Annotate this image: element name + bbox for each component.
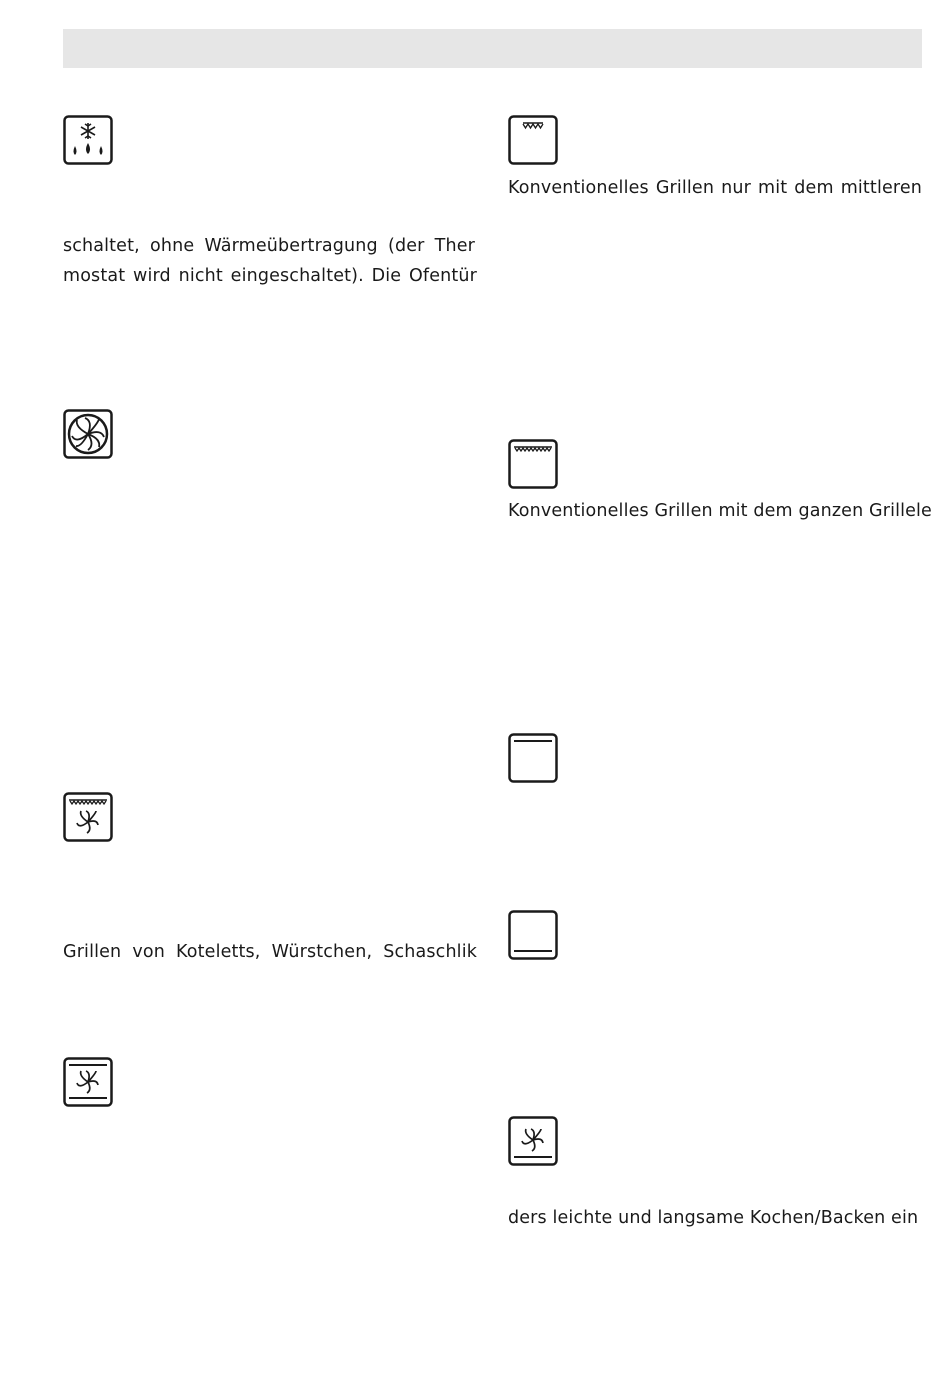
small-grill-icon [508,115,558,165]
full-grill-icon [508,439,558,489]
fan-bottom-heat-icon [508,1116,558,1166]
header-bar [63,29,922,68]
full-grill-text-line-1: Konventionelles Grillen mit dem ganzen Grillele [508,501,932,521]
top-heat-icon [508,733,558,783]
small-grill-text-line-1: Konventionelles Grillen nur mit dem mittleren [508,178,922,198]
defrost-text-line-1: schaltet, ohne Wärmeübertragung (der Ther [63,236,475,256]
fan-top-bottom-heat-icon [63,1057,113,1107]
fan-grill-text-line-1: Grillen von Koteletts, Würstchen, Schaschlik [63,942,477,962]
bottom-heat-icon [508,910,558,960]
fan-grill-icon [63,792,113,842]
fan-bottom-text-line-1: ders leichte und langsame Kochen/Backen ein [508,1208,919,1228]
defrost-text-line-2: mostat wird nicht eingeschaltet). Die Ofentür [63,266,477,286]
fan-circle-icon [63,409,113,459]
defrost-icon [63,115,113,165]
